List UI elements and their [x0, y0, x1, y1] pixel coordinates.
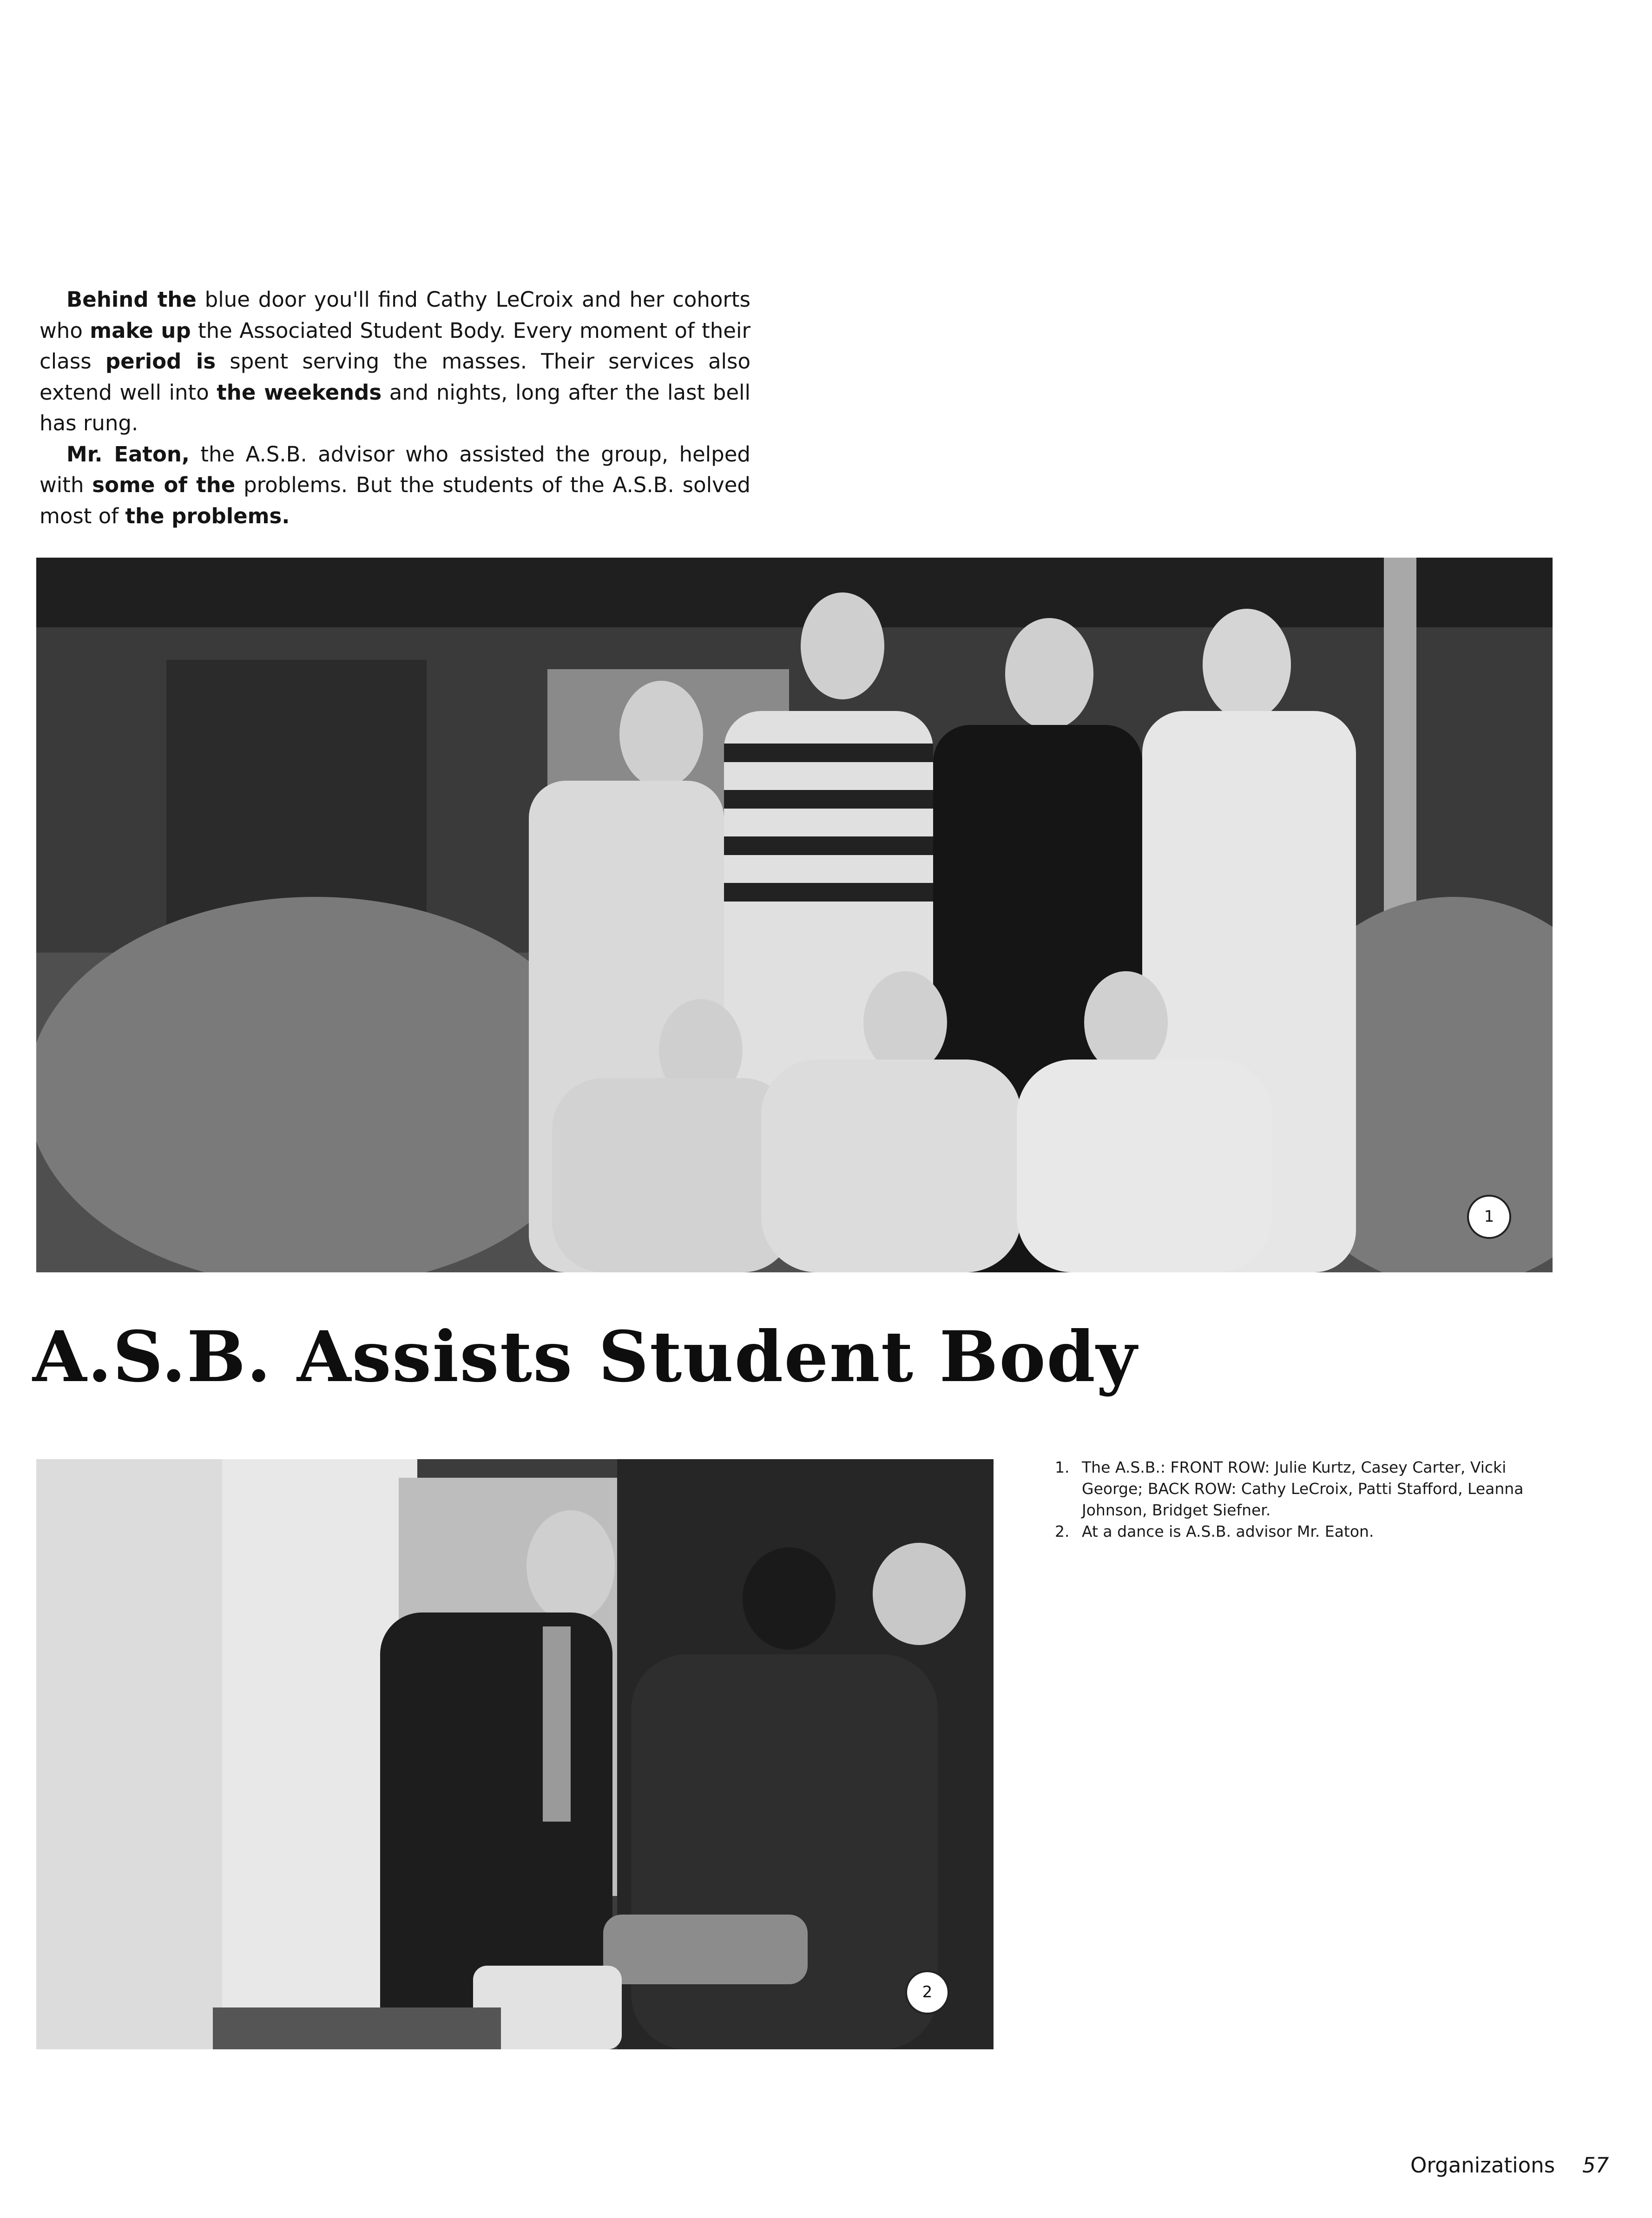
intro-text-1c: spent serving the masses. Their services also extend well into: [39, 349, 751, 405]
photo-marker-1: 1: [1467, 1195, 1511, 1239]
intro-text-1b: the Associated Student Body. Every moment of their class: [39, 318, 750, 374]
intro-bold-2b: some of the: [92, 473, 236, 497]
caption-text: The A.S.B.: FRONT ROW: Julie Kurtz, Casey Carter, Vicki George; BACK ROW: Cathy LeCroix, Patti Stafford, Leanna Johnson, Bridget Siefner.: [1082, 1458, 1524, 1519]
intro-bold-1b: make up: [90, 318, 191, 343]
caption-number: 1.: [1055, 1458, 1070, 1476]
intro-text-2b: problems. But the students of the A.S.B. solved most of: [39, 473, 750, 528]
caption-number: 2.: [1055, 1522, 1070, 1540]
caption-text: At a dance is A.S.B. advisor Mr. Eaton.: [1082, 1522, 1374, 1540]
intro-bold-1c: period is: [105, 349, 216, 374]
page-headline: A.S.B. Assists Student Body: [33, 1316, 1138, 1398]
group-photo-art: [36, 558, 1553, 1272]
caption-2: [1055, 1521, 1561, 1542]
intro-text-1d: and nights, long after the last bell has rung.: [39, 380, 751, 435]
photo-marker-2: 2: [905, 1970, 949, 2014]
page-number: 57: [1582, 2153, 1609, 2178]
intro-lead-1: Behind the: [66, 287, 197, 312]
caption-1: [1055, 1457, 1561, 1521]
intro-text-1a: blue door you'll find Cathy LeCroix and her cohorts who: [39, 287, 750, 343]
intro-paragraph-2: [39, 439, 750, 532]
photo-captions: [1055, 1457, 1561, 1542]
section-label: Organizations: [1410, 2153, 1555, 2178]
dance-photo-art: [36, 1459, 994, 2049]
dance-photo: [36, 1459, 994, 2049]
intro-text-2a: the A.S.B. advisor who assisted the group, helped with: [39, 441, 750, 497]
intro-lead-2: Mr. Eaton,: [66, 441, 190, 467]
group-photo: [36, 558, 1553, 1272]
intro-bold-1d: the weekends: [217, 380, 382, 405]
intro-bold-2c: the problems.: [125, 503, 290, 528]
intro-text: [39, 284, 750, 532]
intro-paragraph-1: [39, 284, 750, 439]
